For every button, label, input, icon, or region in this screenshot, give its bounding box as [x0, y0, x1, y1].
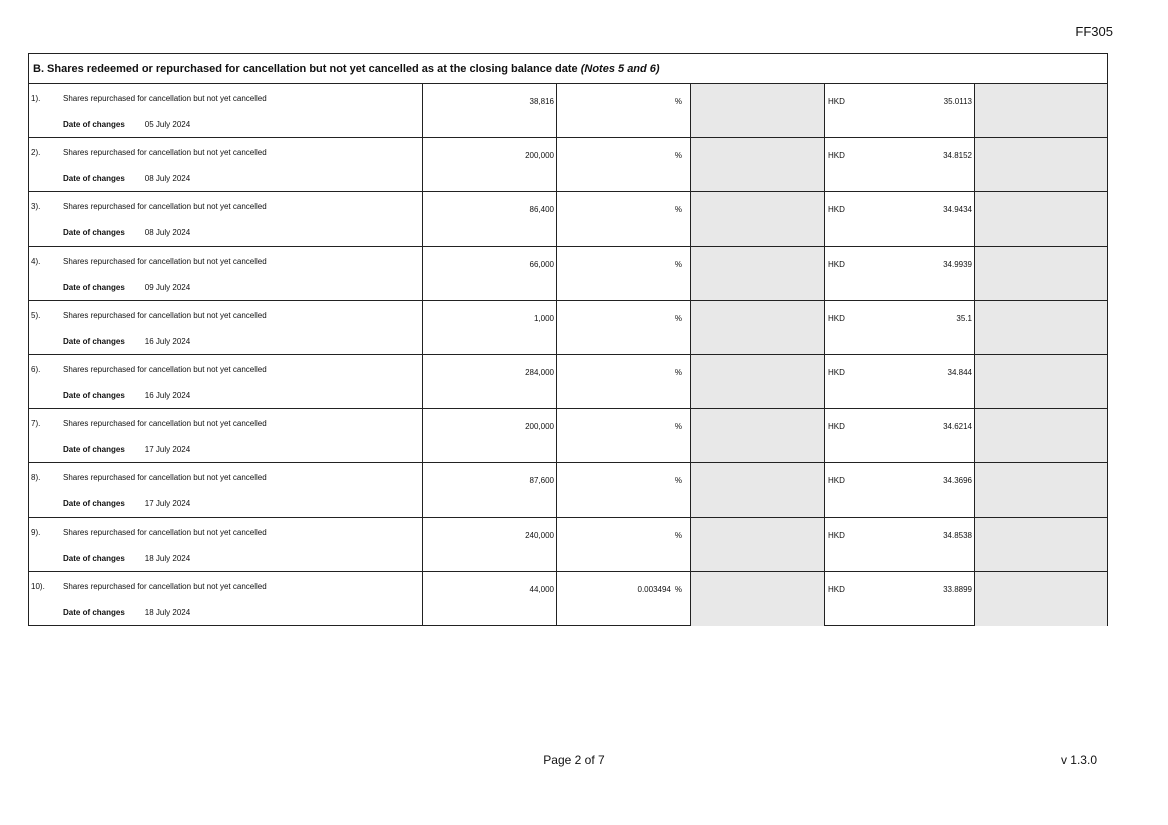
- date-line: [63, 120, 190, 129]
- shaded-cell: [691, 463, 825, 516]
- percent-cell: [557, 301, 691, 354]
- quantity-cell: 240,000: [423, 518, 557, 571]
- section-title: B. Shares redeemed or repurchased for cancellation but not yet cancelled as at the closing balance date: [33, 63, 578, 75]
- section-header: [29, 54, 1107, 84]
- percent-cell: [557, 355, 691, 408]
- price-cell: [825, 301, 975, 354]
- price-cell: [825, 409, 975, 462]
- row-index: 3).: [31, 202, 41, 212]
- price-cell: [825, 138, 975, 191]
- date-label: Date of changes: [63, 607, 125, 617]
- shaded-cell: [691, 84, 825, 137]
- price-cell: [825, 247, 975, 300]
- percent-sign: %: [674, 476, 682, 486]
- shaded-cell: [975, 138, 1107, 191]
- date-label: Date of changes: [63, 499, 125, 509]
- price-cell: [825, 572, 975, 626]
- shaded-cell: [691, 301, 825, 354]
- row-index: 7).: [31, 419, 41, 429]
- currency: HKD: [828, 530, 845, 540]
- date-value: 05 July 2024: [144, 120, 191, 129]
- currency: HKD: [828, 422, 845, 432]
- shaded-cell: [691, 572, 825, 626]
- price-value: 34.8152: [943, 151, 972, 161]
- form-code: FF305: [1075, 24, 1113, 39]
- percent-sign: %: [674, 313, 682, 323]
- shaded-cell: [691, 192, 825, 245]
- shaded-cell: [975, 409, 1107, 462]
- date-label: Date of changes: [63, 390, 125, 400]
- table-row: [29, 138, 1107, 192]
- price-value: 34.8538: [943, 530, 972, 540]
- table-row: [29, 463, 1107, 517]
- percent-cell: [557, 247, 691, 300]
- row-index: 10).: [31, 581, 45, 591]
- date-value: 18 July 2024: [144, 607, 191, 617]
- page-number: Page 2 of 7: [543, 753, 605, 767]
- shaded-cell: [975, 192, 1107, 245]
- shaded-cell: [975, 518, 1107, 571]
- repurchase-table: [28, 53, 1108, 626]
- percent-sign: %: [674, 151, 682, 161]
- description-cell: [57, 138, 423, 191]
- description-cell: [57, 572, 423, 626]
- row-index: 1).: [31, 94, 41, 103]
- price-value: 35.1: [956, 313, 972, 323]
- row-description: Shares repurchased for cancellation but not yet cancelled: [63, 364, 267, 374]
- row-description: Shares repurchased for cancellation but not yet cancelled: [63, 202, 267, 212]
- row-description: Shares repurchased for cancellation but not yet cancelled: [63, 94, 267, 103]
- price-cell: [825, 463, 975, 516]
- table-row: [29, 247, 1107, 301]
- date-value: 08 July 2024: [144, 228, 191, 238]
- date-label: Date of changes: [63, 553, 125, 563]
- table-row: [29, 572, 1107, 626]
- row-index: 2).: [31, 148, 41, 158]
- date-line: [63, 608, 190, 617]
- quantity-cell: 284,000: [423, 355, 557, 408]
- quantity-cell: 200,000: [423, 409, 557, 462]
- row-description: Shares repurchased for cancellation but not yet cancelled: [63, 256, 267, 266]
- table-row: [29, 192, 1107, 246]
- currency: HKD: [828, 151, 845, 161]
- row-index: 6).: [31, 364, 41, 374]
- description-cell: [57, 518, 423, 571]
- row-index: 4).: [31, 256, 41, 266]
- percent-sign: %: [674, 205, 682, 215]
- row-index: 9).: [31, 527, 41, 537]
- percent-cell: [557, 138, 691, 191]
- date-label: Date of changes: [63, 228, 125, 238]
- price-value: 35.0113: [943, 97, 972, 106]
- percent-cell: [557, 192, 691, 245]
- percent-sign: %: [674, 584, 682, 594]
- shaded-cell: [975, 572, 1107, 626]
- shaded-cell: [691, 247, 825, 300]
- description-cell: [57, 409, 423, 462]
- shaded-cell: [975, 301, 1107, 354]
- description-cell: [57, 247, 423, 300]
- price-value: 34.9434: [943, 205, 972, 215]
- row-description: Shares repurchased for cancellation but not yet cancelled: [63, 310, 267, 320]
- price-value: 34.3696: [943, 476, 972, 486]
- date-value: 09 July 2024: [144, 282, 191, 292]
- description-cell: [57, 463, 423, 516]
- description-cell: [57, 192, 423, 245]
- currency: HKD: [828, 584, 845, 594]
- date-value: 17 July 2024: [144, 499, 191, 509]
- row-index: 8).: [31, 473, 41, 483]
- percent-sign: %: [674, 97, 682, 106]
- shaded-cell: [975, 84, 1107, 137]
- percent-cell: [557, 518, 691, 571]
- currency: HKD: [828, 367, 845, 377]
- date-label: Date of changes: [63, 445, 125, 455]
- table-body: [29, 84, 1107, 626]
- price-value: 33.8899: [943, 584, 972, 594]
- currency: HKD: [828, 97, 845, 106]
- price-value: 34.6214: [943, 422, 972, 432]
- description-cell: [57, 84, 423, 137]
- price-cell: [825, 518, 975, 571]
- quantity-cell: 86,400: [423, 192, 557, 245]
- date-value: 16 July 2024: [144, 390, 191, 400]
- quantity-cell: 87,600: [423, 463, 557, 516]
- percent-cell: [557, 572, 691, 626]
- price-cell: [825, 192, 975, 245]
- date-value: 17 July 2024: [144, 445, 191, 455]
- section-notes: (Notes 5 and 6): [580, 63, 660, 75]
- price-value: 34.9939: [943, 259, 972, 269]
- row-description: Shares repurchased for cancellation but not yet cancelled: [63, 527, 267, 537]
- table-row: [29, 84, 1107, 138]
- percent-sign: %: [674, 367, 682, 377]
- row-description: Shares repurchased for cancellation but not yet cancelled: [63, 419, 267, 429]
- price-cell: [825, 84, 975, 137]
- shaded-cell: [691, 409, 825, 462]
- date-value: 08 July 2024: [144, 174, 191, 184]
- shaded-cell: [691, 138, 825, 191]
- table-row: [29, 518, 1107, 572]
- date-label: Date of changes: [63, 120, 125, 129]
- date-line: [63, 337, 190, 346]
- percent-sign: %: [674, 259, 682, 269]
- row-description: Shares repurchased for cancellation but not yet cancelled: [63, 581, 267, 591]
- currency: HKD: [828, 476, 845, 486]
- price-cell: [825, 355, 975, 408]
- shaded-cell: [691, 518, 825, 571]
- percent-sign: %: [674, 530, 682, 540]
- currency: HKD: [828, 205, 845, 215]
- currency: HKD: [828, 259, 845, 269]
- shaded-cell: [975, 463, 1107, 516]
- currency: HKD: [828, 313, 845, 323]
- quantity-cell: 66,000: [423, 247, 557, 300]
- percent-sign: %: [674, 422, 682, 432]
- table-row: [29, 301, 1107, 355]
- date-label: Date of changes: [63, 282, 125, 292]
- quantity-cell: 200,000: [423, 138, 557, 191]
- row-description: Shares repurchased for cancellation but not yet cancelled: [63, 148, 267, 158]
- table-row: [29, 409, 1107, 463]
- price-value: 34.844: [947, 367, 972, 377]
- date-line: [63, 174, 190, 183]
- date-line: [63, 554, 190, 563]
- date-value: 18 July 2024: [144, 553, 191, 563]
- date-value: 16 July 2024: [144, 336, 191, 346]
- quantity-cell: 38,816: [423, 84, 557, 137]
- date-label: Date of changes: [63, 336, 125, 346]
- date-label: Date of changes: [63, 174, 125, 184]
- date-line: [63, 228, 190, 237]
- date-line: [63, 445, 190, 454]
- form-version: v 1.3.0: [1060, 753, 1097, 767]
- quantity-cell: 44,000: [423, 572, 557, 626]
- description-cell: [57, 301, 423, 354]
- percent-cell: [557, 463, 691, 516]
- shaded-cell: [691, 355, 825, 408]
- percent-value: 0.003494: [637, 584, 671, 594]
- row-description: Shares repurchased for cancellation but not yet cancelled: [63, 473, 267, 483]
- percent-cell: [557, 409, 691, 462]
- shaded-cell: [975, 355, 1107, 408]
- shaded-cell: [975, 247, 1107, 300]
- row-index: 5).: [31, 310, 41, 320]
- percent-cell: [557, 84, 691, 137]
- description-cell: [57, 355, 423, 408]
- date-line: [63, 283, 190, 292]
- table-row: [29, 355, 1107, 409]
- date-line: [63, 499, 190, 508]
- date-line: [63, 391, 190, 400]
- quantity-cell: 1,000: [423, 301, 557, 354]
